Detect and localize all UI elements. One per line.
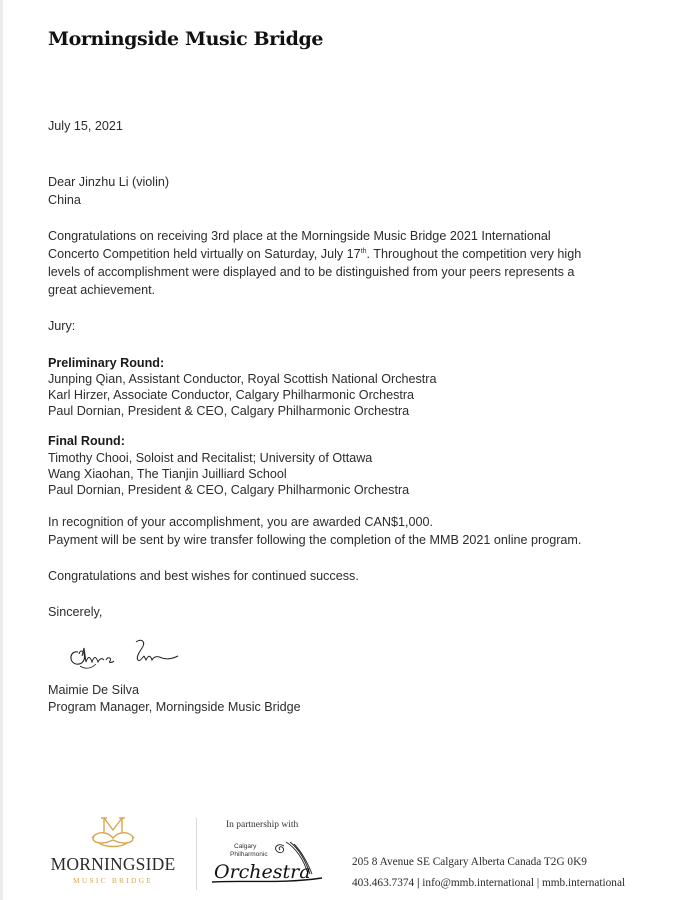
partnership-label: In partnership with <box>226 820 299 830</box>
contact-block <box>352 852 625 894</box>
letter-date: July 15, 2021 <box>48 119 123 133</box>
valediction: Sincerely, <box>48 605 103 619</box>
page-edge <box>0 0 3 900</box>
jury-member: Wang Xiaohan, The Tianjin Juilliard School <box>48 467 287 481</box>
jury-member: Paul Dornian, President & CEO, Calgary Philharmonic Orchestra <box>48 404 410 418</box>
cpo-logo-line2: Philharmonic <box>230 851 268 858</box>
email-link[interactable]: info@mmb.international <box>422 877 535 889</box>
mailing-address: 205 8 Avenue SE Calgary Alberta Canada T2G 0K9 <box>352 856 587 868</box>
intro-line: levels of accomplishment were displayed and to be distinguished from your peers represents a <box>48 265 575 279</box>
jury-label: Jury: <box>48 319 76 333</box>
separator: | <box>536 877 540 889</box>
intro-text: . Throughout the competition very high <box>366 247 582 261</box>
jury-member: Junping Qian, Assistant Conductor, Royal Scottish National Orchestra <box>48 372 437 386</box>
preliminary-heading: Preliminary Round: <box>48 356 165 370</box>
separator: | <box>416 877 420 889</box>
ornamental-m-monogram-icon <box>42 814 184 854</box>
jury-member: Timothy Chooi, Soloist and Recitalist; University of Ottawa <box>48 451 373 465</box>
payment-line: Payment will be sent by wire transfer following the completion of the MMB 2021 online program. <box>48 533 582 547</box>
signer-title: Program Manager, Morningside Music Bridge <box>48 700 301 714</box>
intro-line: great achievement. <box>48 283 156 297</box>
website-link[interactable]: mmb.international <box>541 877 626 889</box>
signature-icon <box>66 636 186 676</box>
intro-line: Congratulations on receiving 3rd place at the Morningside Music Bridge 2021 International <box>48 229 551 243</box>
contact-line <box>352 873 625 894</box>
mmb-logo-sub: MUSIC BRIDGE <box>73 876 153 885</box>
cpo-logo-line1: Calgary <box>234 843 257 850</box>
intro-line <box>48 246 581 262</box>
closing-wish: Congratulations and best wishes for continued success. <box>48 569 359 583</box>
recipient-name: Dear Jinzhu Li (violin) <box>48 175 170 189</box>
ordinal-suffix: th <box>360 248 367 255</box>
final-heading: Final Round: <box>48 434 125 448</box>
mmb-logo <box>42 814 184 894</box>
cpo-logo <box>212 838 332 888</box>
mmb-logo-name: MORNINGSIDE <box>50 854 176 874</box>
cpo-logo-script: Orchestra <box>214 861 311 883</box>
intro-text: Concerto Competition held virtually on Saturday, July 17 <box>48 247 361 261</box>
recipient-country: China <box>48 193 81 207</box>
jury-member: Paul Dornian, President & CEO, Calgary Philharmonic Orchestra <box>48 483 410 497</box>
award-line: In recognition of your accomplishment, you are awarded CAN$1,000. <box>48 515 434 529</box>
letterhead-title: Morningside Music Bridge <box>48 28 324 50</box>
phone-number: 403.463.7374 <box>352 877 415 889</box>
footer-divider <box>196 818 197 890</box>
jury-member: Karl Hirzer, Associate Conductor, Calgary Philharmonic Orchestra <box>48 388 415 402</box>
signer-name: Maimie De Silva <box>48 683 139 697</box>
